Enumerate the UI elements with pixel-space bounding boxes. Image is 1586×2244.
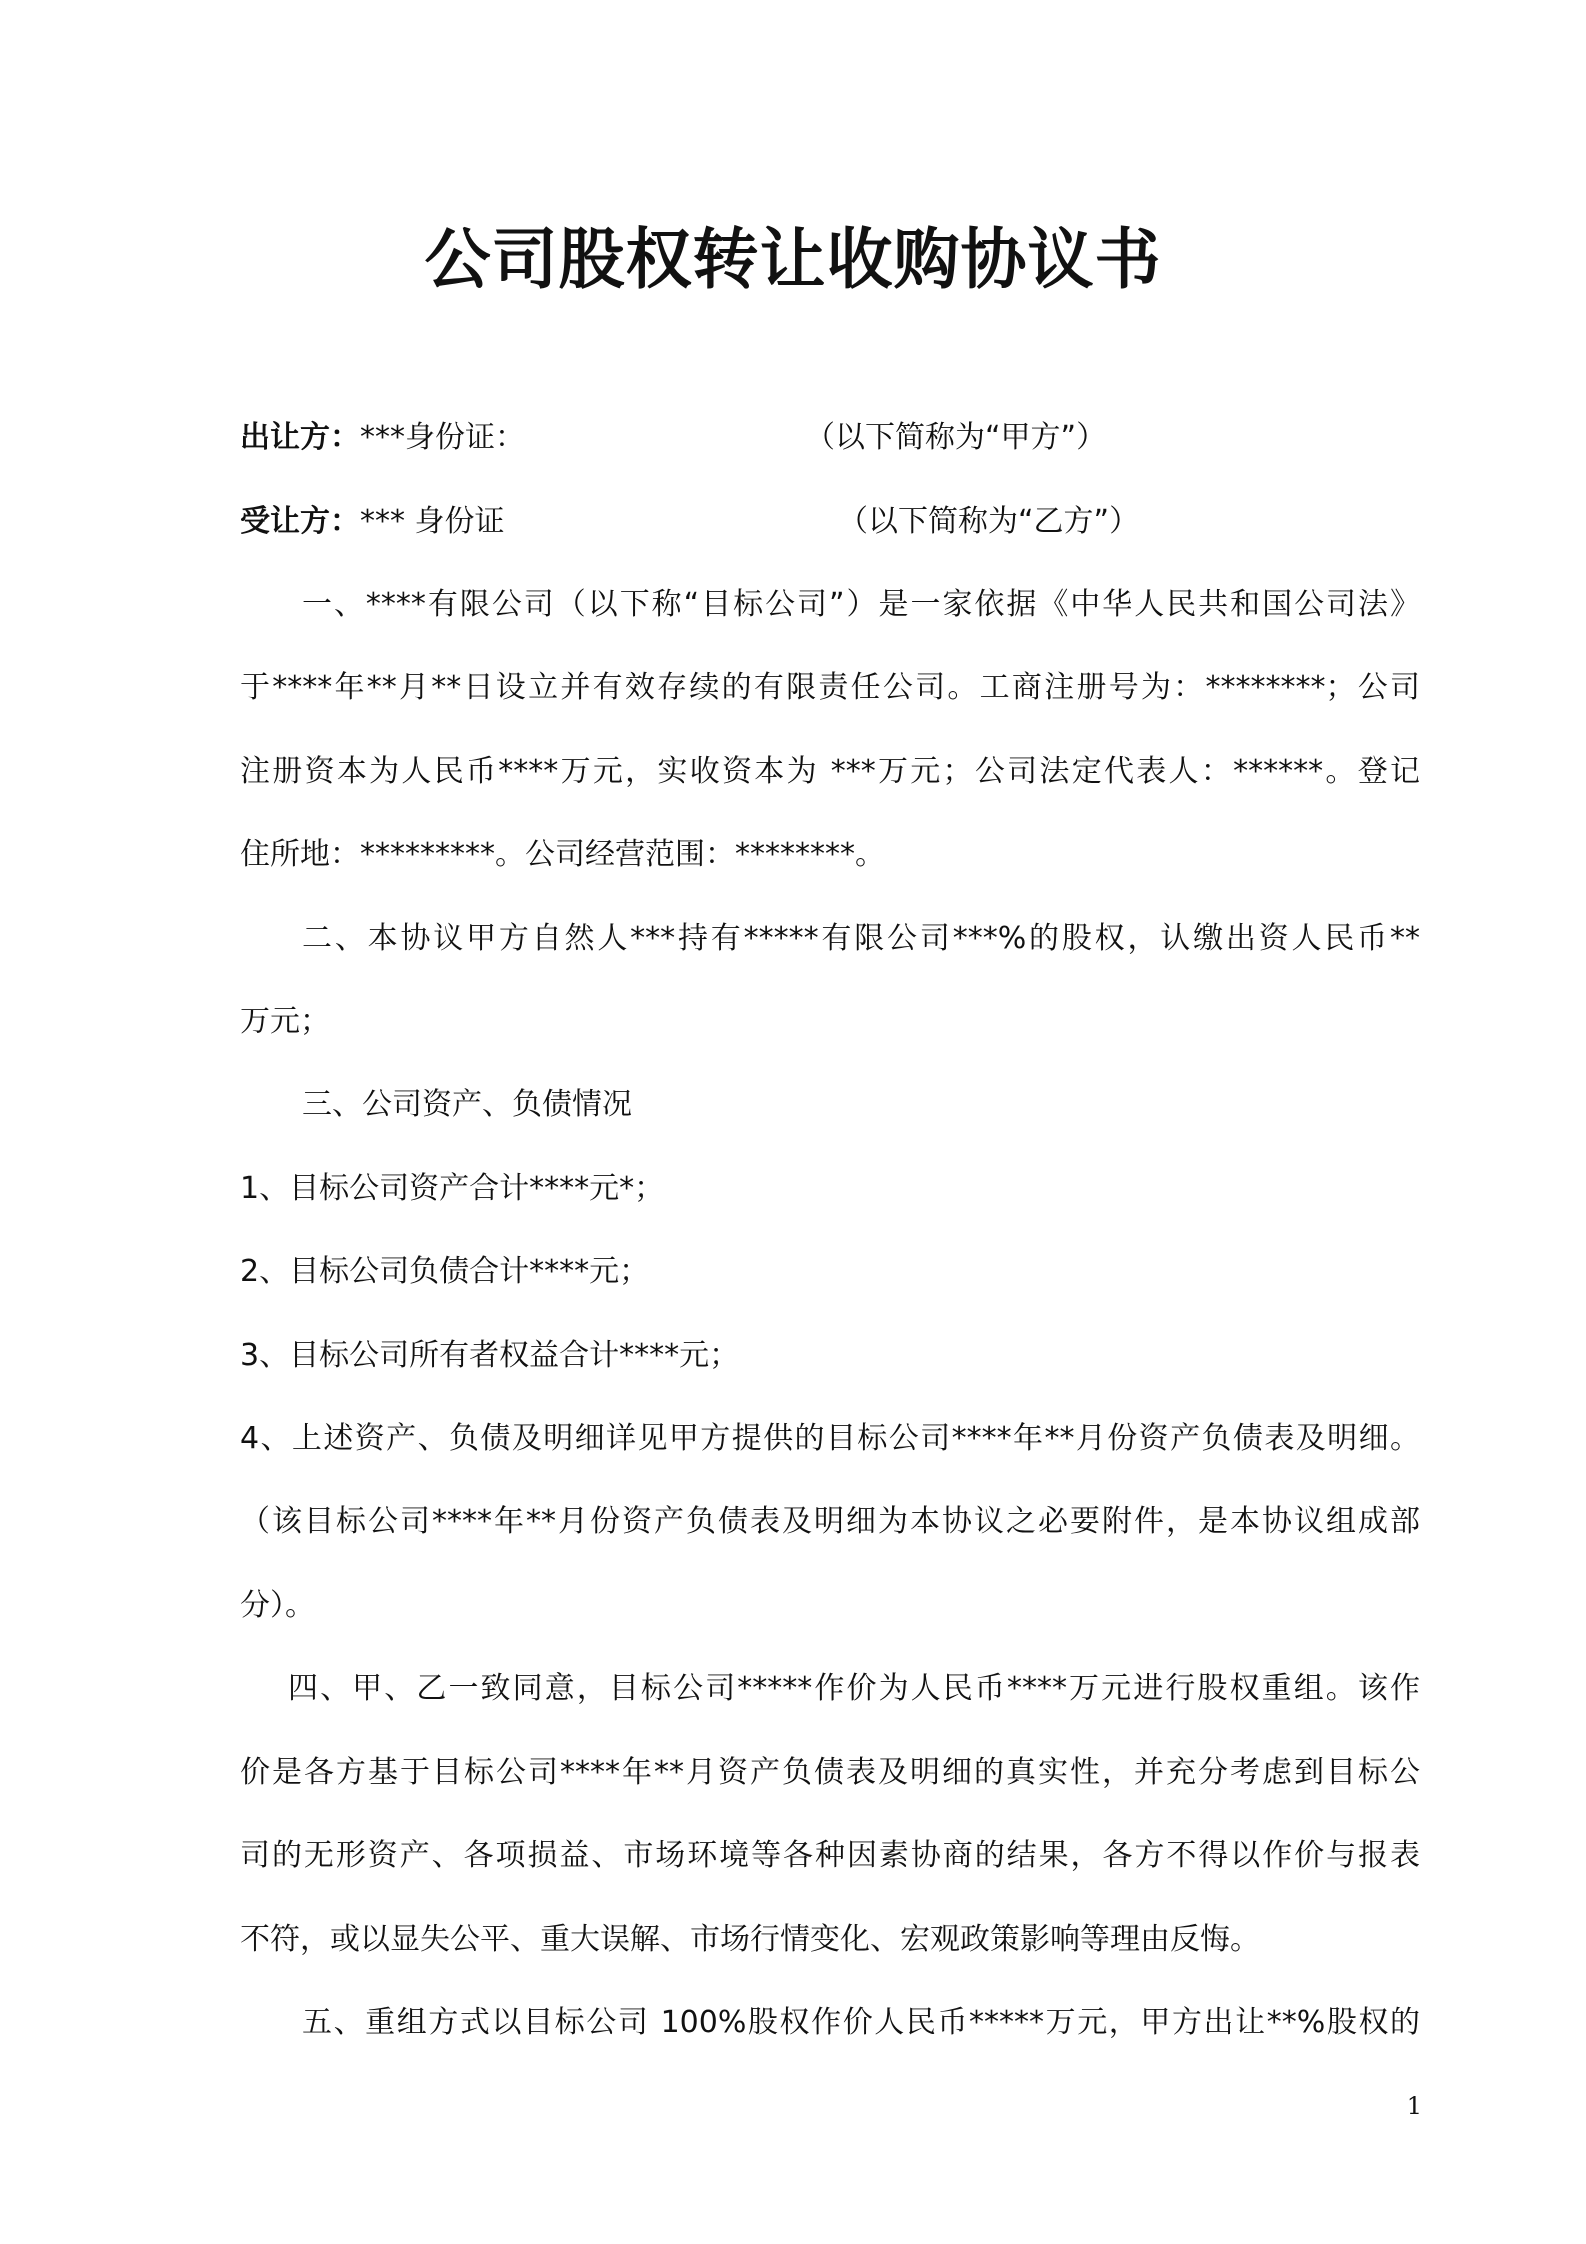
clause-line: 注册资本为人民币****万元，实收资本为 ***万元；公司法定代表人：******。登记 [240,754,1420,789]
party-label: 出让方： [240,420,360,455]
clause-line: 住所地：*********。公司经营范围：********。 [240,837,885,872]
document-title: 公司股权转让收购协议书 [424,221,1162,298]
page-number: 1 [1406,2092,1422,2120]
list-item: 2、目标公司负债合计****元； [240,1254,650,1289]
clause-heading: 三、公司资产、负债情况 [302,1087,632,1122]
party-transferee [240,502,1420,542]
clause-line: 二、本协议甲方自然人***持有*****有限公司***%的股权，认缴出资人民币** [302,921,1420,956]
party-label: 受让方： [240,504,360,539]
clause-line: 一、****有限公司（以下称“目标公司”）是一家依据《中华人民共和国公司法》 [302,587,1420,622]
list-item: 4、上述资产、负债及明细详见甲方提供的目标公司****年**月份资产负债表及明细。 [240,1421,1420,1456]
party-id-text: *** 身份证 [360,504,505,539]
party-transferor [240,418,1420,458]
clause-line: 万元； [240,1004,330,1039]
clause-line: 四、甲、乙一致同意，目标公司*****作价为人民币****万元进行股权重组。该作 [288,1671,1420,1706]
party-alias: （以下简称为“甲方”） [805,420,1107,455]
party-alias: （以下简称为“乙方”） [838,504,1140,539]
clause-line: 分）。 [240,1588,315,1623]
clause-line: 不符，或以显失公平、重大误解、市场行情变化、宏观政策影响等理由反悔。 [240,1922,1260,1957]
clause-line: 五、重组方式以目标公司 100%股权作价人民币*****万元，甲方出让**%股权的 [302,2005,1420,2040]
clause-line: 司的无形资产、各项损益、市场环境等各种因素协商的结果，各方不得以作价与报表 [240,1838,1420,1873]
clause-line: 价是各方基于目标公司****年**月资产负债表及明细的真实性，并充分考虑到目标公 [240,1755,1420,1790]
clause-line: （该目标公司****年**月份资产负债表及明细为本协议之必要附件，是本协议组成部 [240,1504,1420,1539]
list-item: 1、目标公司资产合计****元*； [240,1171,665,1206]
clause-line: 于****年**月**日设立并有效存续的有限责任公司。工商注册号为：********；公司 [240,670,1420,705]
list-item: 3、目标公司所有者权益合计****元； [240,1338,740,1373]
party-id-text: ***身份证： [360,420,525,455]
